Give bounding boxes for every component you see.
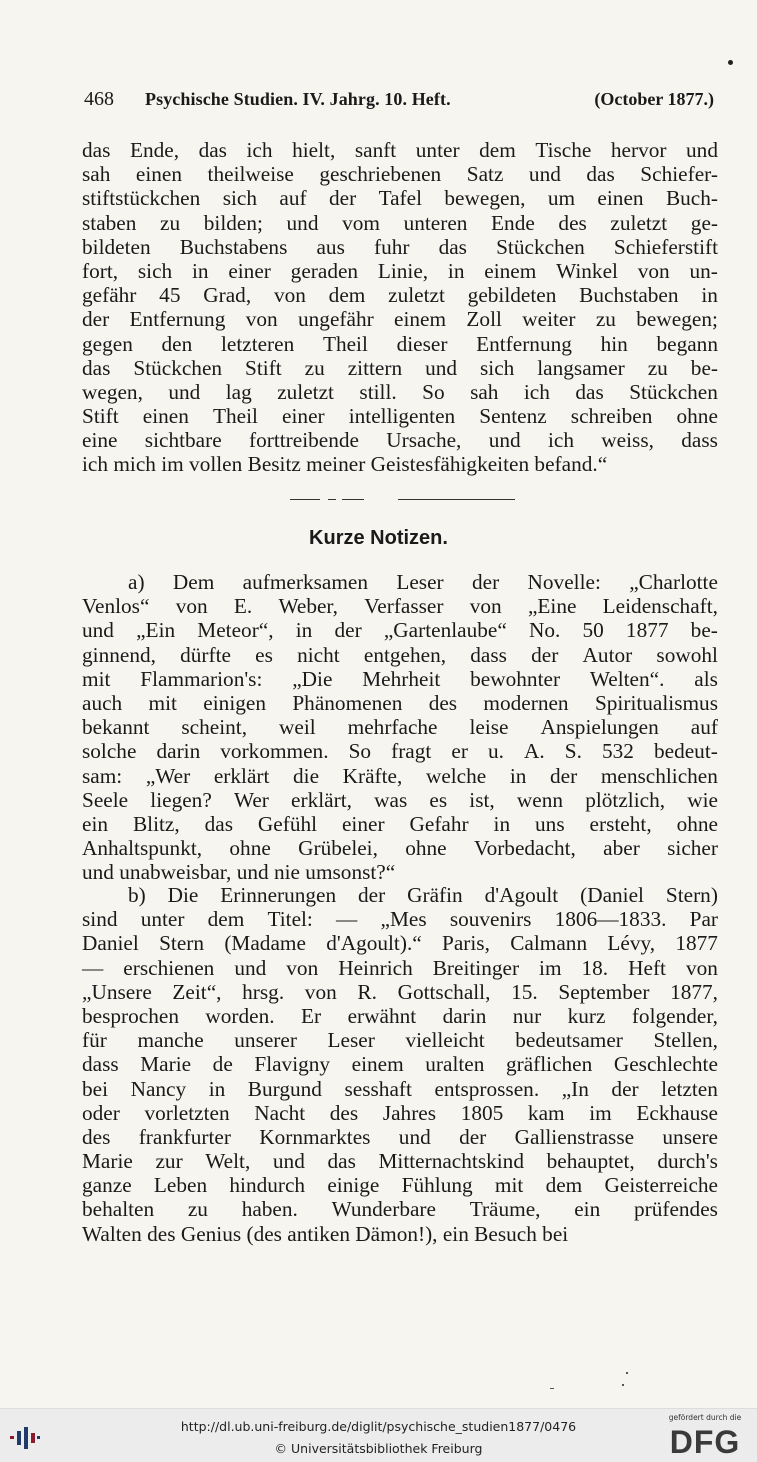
text-line: a) Dem aufmerksamen Leser der Novelle: „Charlotte xyxy=(128,570,718,594)
text-line: und unabweisbar, und nie umsonst?“ xyxy=(82,860,396,885)
text-line: oder vorletzten Nacht des Jahres 1805 kam im Eckhause xyxy=(82,1100,718,1125)
text-line: solche darin vorkommen. So fragt er u. A. S. 532 bedeut- xyxy=(82,739,718,764)
notice-a xyxy=(82,570,718,884)
text-line: „Unsere Zeit“, hrsg. von R. Gottschall, 15. September 1877, xyxy=(82,979,718,1004)
text-line: für manche unserer Leser vielleicht bedeutsamer Stellen, xyxy=(82,1028,718,1053)
text-line: sam: „Wer erklärt die Kräfte, welche in der menschlichen xyxy=(82,763,718,788)
text-line: bekannt scheint, weil mehrfache leise Anspielungen auf xyxy=(82,715,718,740)
footer-copyright: © Universitätsbibliothek Freiburg xyxy=(274,1441,483,1456)
text-line: fort, sich in einer geraden Linie, in einem Winkel von un- xyxy=(82,258,718,283)
paragraph-continuation xyxy=(82,138,718,477)
text-line: sah einen theilweise geschriebenen Satz und das Schiefer- xyxy=(82,162,718,187)
text-line: eine sichtbare forttreibende Ursache, und ich weiss, dass xyxy=(82,428,718,453)
text-line: des frankfurter Kornmarktes und der Gallienstrasse unsere xyxy=(82,1124,718,1149)
journal-title: Psychische Studien. IV. Jahrg. 10. Heft. xyxy=(145,89,451,109)
text-line: Marie zur Welt, und das Mitternachtskind behauptet, durch's xyxy=(82,1149,718,1174)
text-line: wegen, und lag zuletzt still. So sah ich das Stückchen xyxy=(82,379,718,404)
text-line: Seele liegen? Wer erklärt, was es ist, wenn plötzlich, wie xyxy=(82,787,718,812)
dfg-caption: gefördert durch die xyxy=(668,1413,742,1422)
text-line: b) Die Erinnerungen der Gräfin d'Agoult (Daniel Stern) xyxy=(128,883,718,907)
text-line: und „Ein Meteor“, in der „Gartenlaube“ No. 50 1877 be- xyxy=(82,618,718,643)
text-line: behalten zu haben. Wunderbare Träume, ein prüfendes xyxy=(82,1197,718,1222)
page-number: 468 xyxy=(84,88,114,110)
text-line: — erschienen und von Heinrich Breitinger im 18. Heft von xyxy=(82,955,718,980)
text-line: staben zu bilden; und vom unteren Ende des zuletzt ge- xyxy=(82,210,718,235)
issue-date: (October 1877.) xyxy=(594,89,714,109)
text-line: ich mich im vollen Besitz meiner Geistesfähigkeiten befand.“ xyxy=(82,452,608,477)
text-line: Daniel Stern (Madame d'Agoult).“ Paris, Calmann Lévy, 1877 xyxy=(82,931,718,956)
text-line: Anhaltspunkt, ohne Grübelei, ohne Vorbedacht, aber sicher xyxy=(82,836,718,861)
text-line: Stift einen Theil einer intelligenten Sentenz schreiben ohne xyxy=(82,404,718,429)
text-line: gefähr 45 Grad, von dem zuletzt gebildeten Buchstaben in xyxy=(82,283,718,308)
text-line: sind unter dem Titel: — „Mes souvenirs 1806—1833. Par xyxy=(82,907,718,932)
text-line: ginnend, dürfte es nicht entgehen, dass der Autor sowohl xyxy=(82,642,718,667)
text-line: bildeten Buchstabens aus fuhr das Stückchen Schieferstift xyxy=(82,234,718,259)
text-line: bei Nancy in Burgund sesshaft entsprossen. „In der letzten xyxy=(82,1076,718,1101)
text-line: besprochen worden. Er erwähnt darin nur kurz folgender, xyxy=(82,1003,718,1028)
footer-url[interactable]: http://dl.ub.uni-freiburg.de/diglit/psychische_studien1877/0476 xyxy=(180,1419,577,1434)
text-line: Venlos“ von E. Weber, Verfasser von „Eine Leidenschaft, xyxy=(82,594,718,619)
text-line: dass Marie de Flavigny einem uralten gräflichen Geschlechte xyxy=(82,1052,718,1077)
text-line: mit Flammarion's: „Die Mehrheit bewohnter Welten“. als xyxy=(82,666,718,691)
text-line: auch mit einigen Phänomenen des modernen Spiritualismus xyxy=(82,690,718,715)
text-line: das Stückchen Stift zu zittern und sich langsamer zu be- xyxy=(82,355,718,380)
section-divider xyxy=(290,498,515,502)
text-line: ganze Leben hindurch einige Fühlung mit dem Geisterreiche xyxy=(82,1173,718,1198)
section-title: Kurze Notizen. xyxy=(309,527,448,549)
text-line: der Entfernung von ungefähr einem Zoll weiter zu bewegen; xyxy=(82,307,718,332)
text-line: gegen den letzteren Theil dieser Entfernung hin begann xyxy=(82,331,718,356)
text-line: stiftstückchen sich auf der Tafel bewegen, um einen Buch- xyxy=(82,186,718,211)
text-line: Walten des Genius (des antiken Dämon!), ein Besuch bei xyxy=(82,1221,569,1246)
running-header xyxy=(84,88,714,114)
scan-speck xyxy=(728,60,733,65)
text-line: ein Blitz, das Gefühl einer Gefahr in uns ersteht, ohne xyxy=(82,811,718,836)
notice-b xyxy=(82,883,718,1246)
text-line: das Ende, das ich hielt, sanft unter dem Tische hervor und xyxy=(82,138,718,162)
footer-bar xyxy=(0,1408,757,1462)
dfg-logo-icon xyxy=(661,1413,749,1459)
dfg-logo-text: DFG xyxy=(669,1425,741,1457)
